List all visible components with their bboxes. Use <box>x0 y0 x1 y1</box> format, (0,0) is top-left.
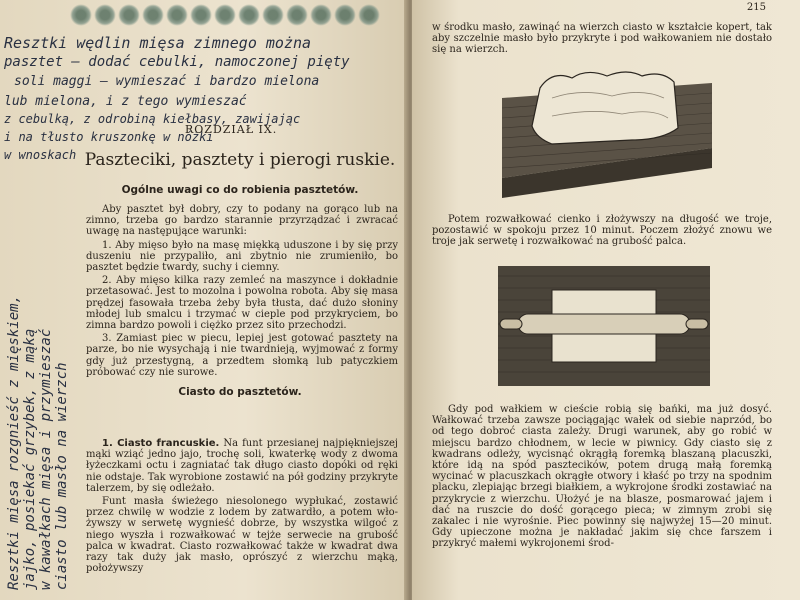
margin-note-3: w kawałkach mięsa i przymieszać <box>38 328 54 590</box>
rolling-pin-illustration <box>498 266 710 386</box>
section-heading-general: Ogólne uwagi co do robienia pasztetów. <box>121 184 359 196</box>
right-middle-text <box>432 214 772 250</box>
paragraph: Aby pasztet był dobry, czy to podany na gorąco lub na zimno, trzeba go bardzo starannie przyrządzać i zwracać uwagę na następujące warunki: <box>86 204 398 238</box>
paragraph: w środku masło, zawinąć na wierzch ciasto w kształcie kopert, tak aby szczelnie masło było przykryte i pod wałkowaniem nie dostało się na wierzch. <box>432 22 772 56</box>
subsection-label: 1. Ciasto francuskie. <box>102 438 220 449</box>
section-heading-dough: Ciasto do pasztetów. <box>178 386 302 398</box>
puff-pastry-text <box>86 438 398 576</box>
paragraph: 2. Aby mięso kilka razy zemleć na maszynce i dokładnie przetasować. Jest to mozolna i powolna robota. Aby się masa prędzej fasowała trzeba żeby była tłusta, dać dużo słoniny młodej lub smalcu i trzymać w cieple pod przykryciem, bo zimna bardzo powoli i ciężko przez sito przechodzi. <box>86 275 398 332</box>
margin-note-2: jajko, posiekać grzybek, z mąką <box>22 328 38 590</box>
paragraph-body: Na funt przesianej najpiękniejszej mąki wziąć jedno jajo, trochę soli, kwaterkę wody z dwoma łyżeczkami octu i zagniatać tak długo ciasto dopóki od ręki nie odstaje. Tak wyrobione zostawić na pół godziny przykryte talerzem, by się odleżało. <box>86 438 398 494</box>
page-number: 215 <box>746 2 766 13</box>
handwritten-note-line-5: z cebulką, z odrobiną kiełbasy, zawijając <box>4 112 301 126</box>
right-bottom-text <box>432 404 772 552</box>
paragraph: Gdy pod wałkiem w cieście robią się bańki, ma już dosyć. Wałkować trzeba zawsze pociągając wałek od siebie naprzód, bo od tego dobroć ciasta zależy. Drugi warunek, aby go robić w miejscu bardzo chłodnem, w lecie w piwnicy. Gdy ciasto się z kwadrans odleży, wycisnąć okrągłą foremką blaszaną placuszki, które idą na spód pasztecików, potem drugą małą foremką wycinać w placuszkach okrągłe otwory i kłaść po trzy na spodnim placku, zlepiając brzegi białkiem, a wykrojone środki zostawiać na przykrycie z wierzchu. Ułożyć je na blasze, posmarować jajem i dać na ruszcie do dość gorącego pieca; w zimnym zrobi się zakalec i nie wyrośnie. Piec powinny się najwyżej 15—20 minut. Gdy upieczone można je nakładać jakim się chce farszem i przykryć małemi wykrojonemi środ- <box>432 404 772 550</box>
handwritten-note-line-2: pasztet — dodać cebulki, namoczonej pięty <box>4 54 350 70</box>
handwritten-note-line-3: soli maggi — wymieszać i bardzo mielona <box>14 74 320 89</box>
chapter-label: ROZDZIAŁ IX. <box>185 123 278 136</box>
right-page <box>412 0 800 600</box>
right-top-text <box>432 22 772 58</box>
margin-note-4: ciasto lub masło na wierzch <box>54 362 70 590</box>
chapter-title: Paszteciki, pasztety i pierogi ruskie. <box>84 150 396 170</box>
handwritten-note-line-7: w wnoskach <box>4 148 77 162</box>
paragraph: 1. Aby mięso było na masę miękką uduszone i by się przy duszeniu nie przypaliło, ani zbytnio nie zrumieniło, bo pasztet będzie twardy, suchy i ciemny. <box>86 239 398 274</box>
handwritten-note-line-1: Resztki wędlin mięsa zimnego można <box>4 34 312 52</box>
paragraph: 3. Zamiast piec w piecu, lepiej jest gotować pasztety na parze, bo nie wysychają i nie twardnieją, wyjmować z formy gdy już przestygną, a przedtem słomką lub patyczkiem próbować czy nie surowe. <box>86 333 398 378</box>
paragraph: Funt masła świeżego niesolonego wypłukać, zostawić przez chwilę w wodzie z lodem by zatwardło, a potem wło-żywszy w serwetę wygnieść dobrze, by wszystka wilgoć z niego wyszła i rozwałkować w tejże serwecie na grubość palca w kwadrat. Ciasto rozwałkować także w kwadrat dwa razy tak duży jak masło, oprószyć z wierzchu mąką, położywszy <box>86 496 398 575</box>
general-remarks-text <box>86 204 398 380</box>
paragraph: Potem rozwałkować cienko i złożywszy na długość we troje, pozostawić w spokoju przez 10 minut. Poczem złożyć znowu we troje jak serwetę i rozwałkować na grubość palca. <box>432 214 772 248</box>
margin-note-1: Resztki mięsa rozgnieść z mięskiem, <box>6 294 22 590</box>
dough-on-board-illustration <box>492 68 722 198</box>
paragraph <box>86 438 398 494</box>
handwritten-note-line-6: i na tłusto kruszonkę w nóżki <box>4 130 214 144</box>
floral-ornament <box>70 4 400 30</box>
handwritten-note-line-4: lub mielona, i z tego wymieszać <box>4 94 247 109</box>
